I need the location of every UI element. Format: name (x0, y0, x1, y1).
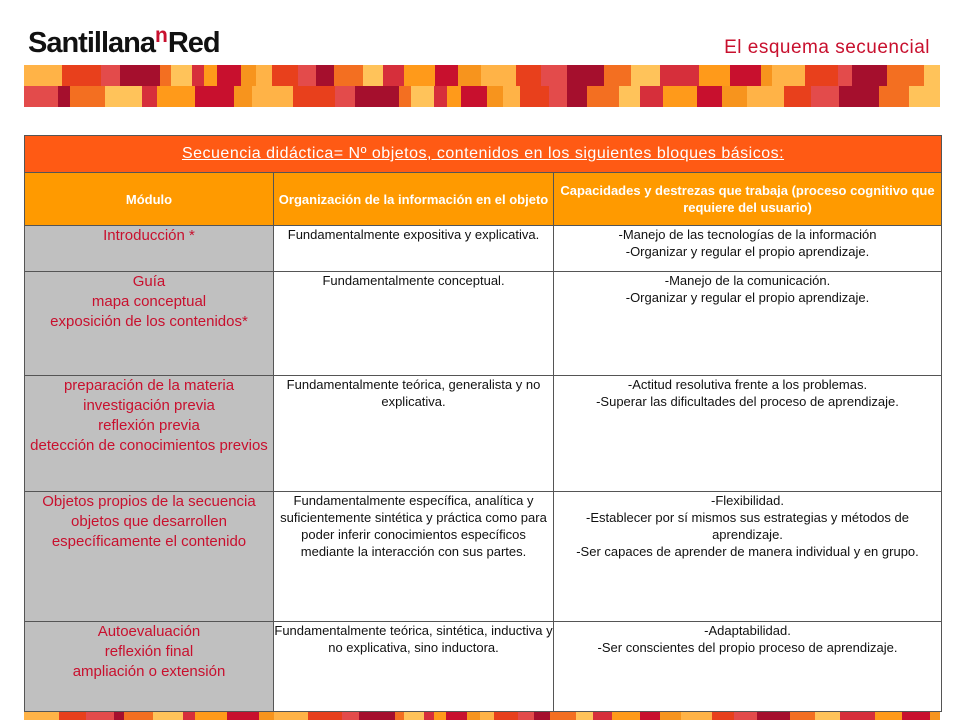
organization-cell (274, 272, 554, 376)
band-segment (461, 86, 487, 107)
band-segment (298, 65, 315, 86)
band-segment (838, 65, 852, 86)
band-segment (58, 86, 70, 107)
band-segment (712, 712, 734, 720)
module-cell-text: investigación previa (83, 397, 215, 414)
sequence-table (24, 135, 942, 712)
band-segment (435, 65, 457, 86)
band-row-upper (24, 65, 940, 86)
band-segment (722, 86, 747, 107)
band-segment (631, 65, 659, 86)
band-segment (183, 712, 195, 720)
band-segment (256, 65, 272, 86)
band-segment (252, 86, 293, 107)
band-segment (761, 65, 772, 86)
table-row (25, 622, 942, 712)
band-segment (550, 712, 576, 720)
band-segment (784, 86, 811, 107)
band-segment (520, 86, 549, 107)
capacities-cell-text: -Establecer por sí mismos sus estrategias y métodos de aprendizaje. (586, 510, 909, 542)
band-segment (157, 86, 195, 107)
band-segment (494, 712, 518, 720)
band-segment (567, 65, 604, 86)
band-segment (160, 65, 170, 86)
band-segment (316, 65, 334, 86)
band-segment (699, 65, 729, 86)
band-segment (487, 86, 503, 107)
band-segment (924, 65, 940, 86)
logo-text-red: Red (167, 27, 220, 59)
band-segment (790, 712, 815, 720)
table-row (25, 226, 942, 272)
capacities-cell (554, 226, 942, 272)
band-segment (604, 65, 632, 86)
module-cell-text: ampliación o extensión (72, 663, 226, 680)
capacities-cell-text: -Ser capaces de aprender de manera individual y en grupo. (576, 544, 919, 559)
band-segment (815, 712, 840, 720)
band-segment (660, 65, 700, 86)
module-cell (25, 622, 274, 712)
module-cell (25, 492, 274, 622)
band-segment (887, 65, 923, 86)
band-segment (879, 86, 909, 107)
band-segment (142, 86, 157, 107)
band-segment (105, 86, 141, 107)
band-segment (424, 712, 435, 720)
band-segment (62, 65, 101, 86)
organization-cell (274, 492, 554, 622)
band-segment (875, 712, 902, 720)
band-segment (342, 712, 359, 720)
capacities-cell-text: -Flexibilidad. (711, 493, 784, 508)
decorative-color-band-bottom (24, 712, 940, 720)
band-segment (534, 712, 550, 720)
band-segment (593, 712, 611, 720)
band-segment (467, 712, 480, 720)
page-title: El esquema secuencial (724, 37, 930, 58)
band-segment (840, 712, 875, 720)
table-row (25, 492, 942, 622)
band-segment (902, 712, 930, 720)
module-cell-text: detección de conocimientos previos (30, 437, 268, 454)
capacities-cell-text: -Manejo de la comunicación. (664, 273, 831, 288)
band-segment (805, 65, 839, 86)
module-cell (25, 376, 274, 492)
module-cell-text: exposición de los contenidos* (50, 313, 248, 330)
band-segment (587, 86, 619, 107)
module-cell-text: preparación de la materia (63, 377, 235, 394)
logo-mark: n (155, 24, 168, 47)
band-segment (404, 65, 436, 86)
band-segment (518, 712, 533, 720)
band-segment (274, 712, 308, 720)
band-segment (747, 86, 784, 107)
band-segment (757, 712, 790, 720)
capacities-cell-text: -Adaptabilidad. (704, 623, 791, 638)
band-segment (272, 65, 299, 86)
capacities-cell (554, 492, 942, 622)
band-segment (334, 65, 363, 86)
organization-cell-text: Fundamentalmente teórica, generalista y no explicativa. (286, 377, 541, 409)
band-segment (192, 65, 204, 86)
band-segment (195, 712, 227, 720)
band-segment (86, 712, 114, 720)
band-segment (395, 712, 404, 720)
band-segment (124, 712, 153, 720)
column-header-module: Módulo (25, 173, 274, 226)
band-segment (681, 712, 712, 720)
band-segment (434, 712, 446, 720)
band-segment (101, 65, 120, 86)
module-cell-text: Objetos propios de la secuencia (42, 493, 256, 510)
band-segment (241, 65, 256, 86)
band-segment (567, 86, 587, 107)
band-segment (481, 65, 516, 86)
band-segment (640, 712, 660, 720)
band-segment (446, 712, 468, 720)
band-segment (293, 86, 335, 107)
band-segment (660, 712, 681, 720)
table-row (25, 272, 942, 376)
band-segment (516, 65, 541, 86)
band-segment (839, 86, 879, 107)
band-segment (730, 65, 761, 86)
band-segment (59, 712, 86, 720)
band-segment (503, 86, 520, 107)
band-segment (541, 65, 567, 86)
column-header-capacities: Capacidades y destrezas que trabaja (proceso cognitivo que requiere del usuario) (554, 173, 942, 226)
capacities-cell (554, 272, 942, 376)
table-row (25, 376, 942, 492)
module-cell-text: Introducción * (103, 227, 195, 244)
organization-cell-text: Fundamentalmente expositiva y explicativa. (287, 227, 540, 242)
band-segment (640, 86, 662, 107)
module-cell-text: reflexión final (104, 643, 194, 660)
band-segment (227, 712, 259, 720)
band-segment (24, 65, 62, 86)
band-segment (114, 712, 124, 720)
band-segment (24, 86, 58, 107)
band-segment (612, 712, 640, 720)
organization-cell (274, 226, 554, 272)
capacities-cell (554, 622, 942, 712)
module-cell (25, 272, 274, 376)
band-segment (383, 65, 404, 86)
band-segment (70, 86, 105, 107)
band-row-bottom (24, 712, 940, 720)
band-segment (217, 65, 241, 86)
column-header-organization: Organización de la información en el objeto (274, 173, 554, 226)
band-segment (355, 86, 399, 107)
band-row-lower (24, 86, 940, 107)
band-segment (308, 712, 343, 720)
module-cell-text: reflexión previa (98, 417, 200, 434)
band-segment (404, 712, 423, 720)
santillana-red-logo (28, 24, 220, 60)
band-segment (480, 712, 494, 720)
organization-cell-text: Fundamentalmente específica, analítica y suficientemente sintética y práctica como para poder inferir conocimientos específicos mediante la interacción con sus partes. (280, 493, 547, 559)
table-title-row (25, 136, 942, 173)
band-segment (259, 712, 274, 720)
band-segment (120, 65, 161, 86)
decorative-color-band-top (24, 65, 940, 107)
band-segment (195, 86, 234, 107)
band-segment (153, 712, 183, 720)
band-segment (399, 86, 410, 107)
band-segment (171, 65, 193, 86)
table-title: Secuencia didáctica= Nº objetos, contenidos en los siguientes bloques básicos: (181, 145, 785, 162)
band-segment (619, 86, 640, 107)
band-segment (663, 86, 698, 107)
band-segment (359, 712, 395, 720)
band-segment (234, 86, 252, 107)
capacities-cell-text: -Ser conscientes del propio proceso de aprendizaje. (597, 640, 898, 655)
band-segment (909, 86, 940, 107)
band-segment (576, 712, 594, 720)
band-segment (411, 86, 434, 107)
band-segment (458, 65, 481, 86)
capacities-cell (554, 376, 942, 492)
band-segment (772, 65, 805, 86)
module-cell-text: objetos que desarrollen específicamente el contenido (51, 513, 247, 550)
capacities-cell-text: -Manejo de las tecnologías de la información (618, 227, 877, 242)
module-cell-text: Guía (132, 273, 166, 290)
column-header-row (25, 173, 942, 226)
capacities-cell-text: -Organizar y regular el propio aprendizaje. (625, 244, 870, 259)
band-segment (447, 86, 461, 107)
logo-text-santillana: Santillana (28, 27, 155, 59)
organization-cell-text: Fundamentalmente teórica, sintética, inductiva y no explicativa, sino inductora. (274, 623, 553, 655)
band-segment (930, 712, 940, 720)
organization-cell-text: Fundamentalmente conceptual. (322, 273, 505, 288)
capacities-cell-text: -Actitud resolutiva frente a los problemas. (627, 377, 868, 392)
capacities-cell-text: -Superar las dificultades del proceso de aprendizaje. (596, 394, 899, 409)
band-segment (852, 65, 887, 86)
band-segment (434, 86, 447, 107)
band-segment (204, 65, 217, 86)
capacities-cell-text: -Organizar y regular el propio aprendizaje. (625, 290, 870, 305)
band-segment (549, 86, 568, 107)
band-segment (734, 712, 757, 720)
organization-cell (274, 622, 554, 712)
band-segment (811, 86, 839, 107)
module-cell-text: Autoevaluación (97, 623, 201, 640)
organization-cell (274, 376, 554, 492)
table-title-cell (25, 136, 942, 173)
module-cell-text: mapa conceptual (91, 293, 207, 310)
band-segment (24, 712, 59, 720)
module-cell (25, 226, 274, 272)
band-segment (697, 86, 721, 107)
band-segment (363, 65, 383, 86)
band-segment (335, 86, 356, 107)
